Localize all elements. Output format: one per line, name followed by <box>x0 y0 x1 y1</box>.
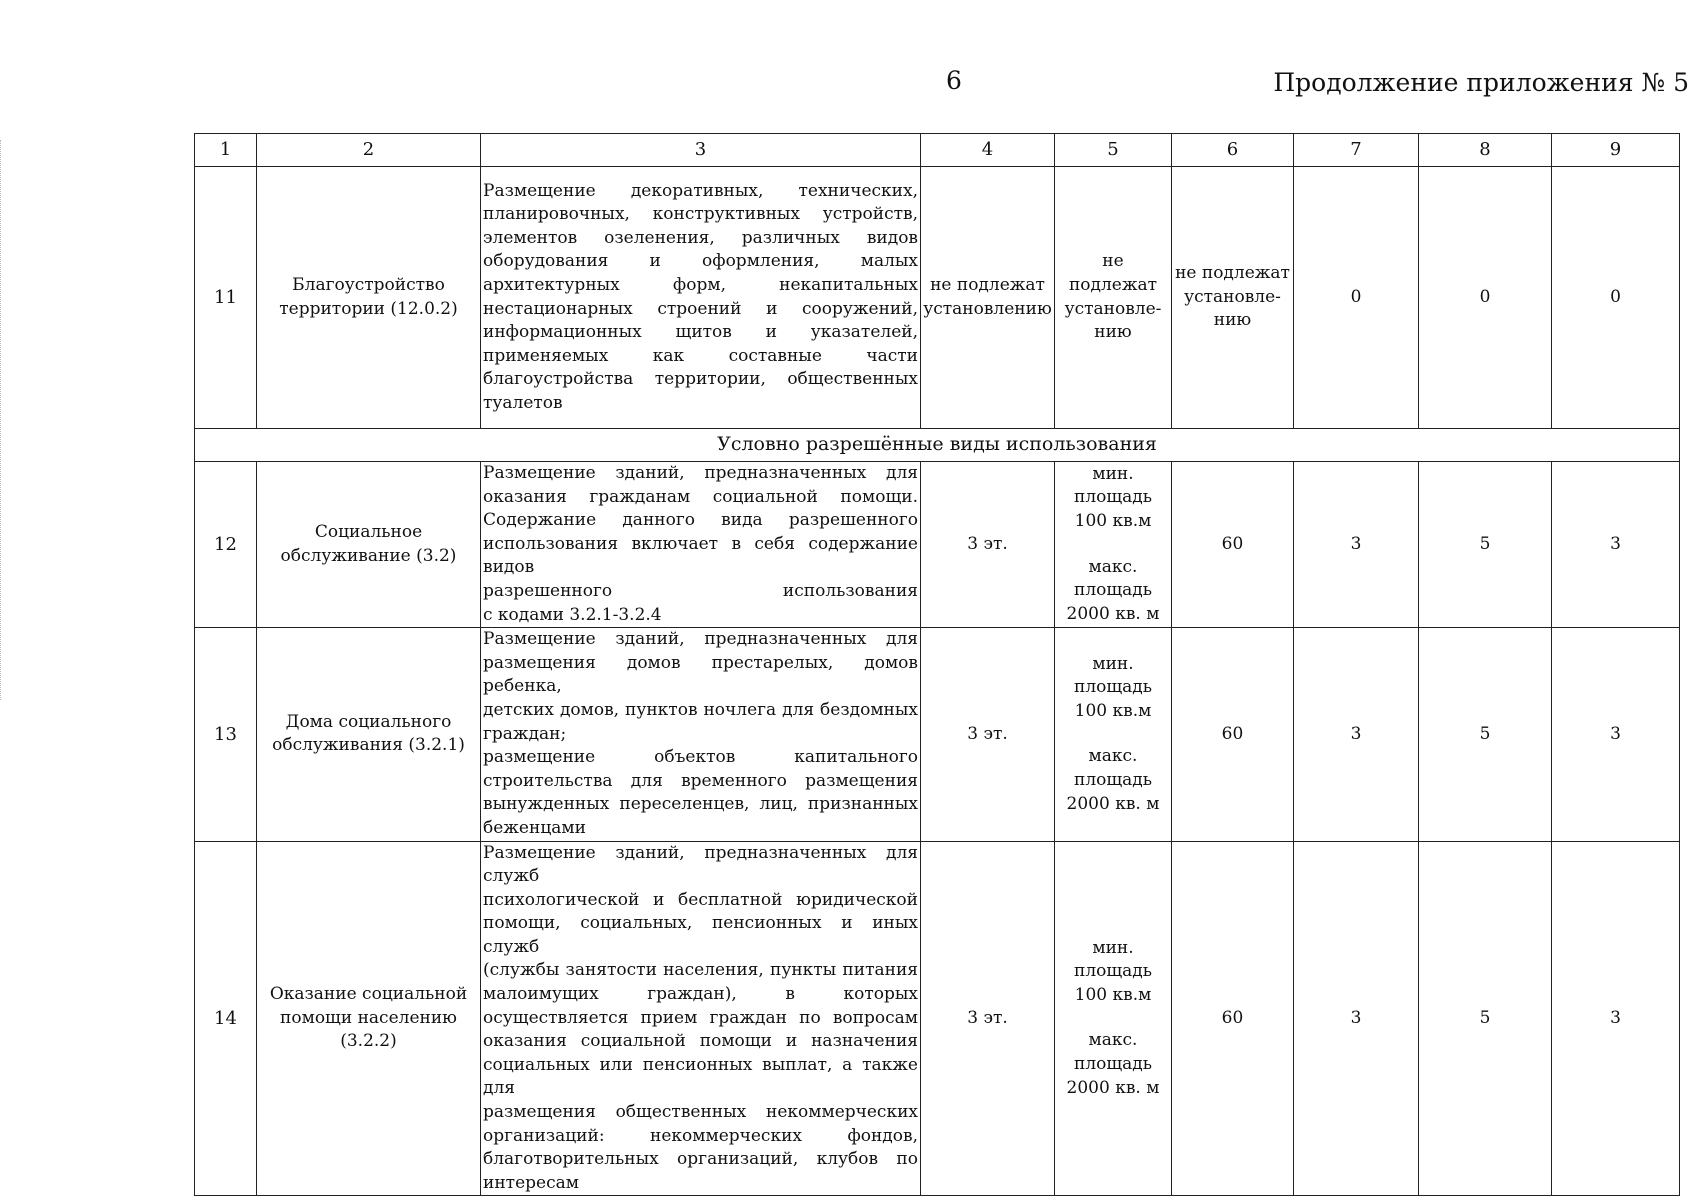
description-line: размещения домов престарелых, домов ребенка, <box>483 652 918 697</box>
setback-cell: 3 <box>1294 628 1419 841</box>
plot-area-max: макс. площадь 2000 кв. м <box>1066 746 1160 814</box>
use-type-description <box>481 628 921 841</box>
max-floors-cell: 3 эт. <box>921 462 1055 628</box>
column-header-row <box>195 134 1680 167</box>
column-header: 2 <box>257 134 481 167</box>
description-line: Размещение зданий, предназначенных для служб <box>483 842 918 887</box>
setback-cell: 3 <box>1294 841 1419 1196</box>
column-header: 4 <box>921 134 1055 167</box>
setback-cell: 0 <box>1294 167 1419 429</box>
description-line: оказания социальной помощи и назначения <box>483 1031 918 1052</box>
description-line: нестационарных строений и сооружений, <box>483 298 918 319</box>
description-line: оборудования и оформления, малых <box>483 251 918 272</box>
use-type-description <box>481 841 921 1196</box>
plot-area-cell <box>1055 628 1172 841</box>
scan-edge-marks <box>0 140 7 700</box>
max-floors-cell: 3 эт. <box>921 841 1055 1196</box>
description-line: размещения общественных некоммерческих <box>483 1102 918 1123</box>
description-line: осуществляется прием граждан по вопросам <box>483 1007 918 1028</box>
description-line: психологической и бесплатной юридической <box>483 889 918 910</box>
row-number: 14 <box>195 841 257 1196</box>
description-line: организаций: некоммерческих фондов, <box>483 1125 918 1146</box>
plot-area-cell <box>1055 841 1172 1196</box>
plot-area-min: мин. площадь 100 кв.м <box>1073 937 1153 1005</box>
description-line: детских домов, пунктов ночлега для бездомных <box>483 699 918 720</box>
description-line: с кодами 3.2.1-3.2.4 <box>483 604 662 625</box>
row-number: 11 <box>195 167 257 429</box>
description-line: благотворительных организаций, клубов по <box>483 1149 918 1170</box>
coverage-percent-cell: 60 <box>1172 462 1294 628</box>
plot-area-cell: не подлежат установле-нию <box>1055 167 1172 429</box>
setback-cell: 5 <box>1419 462 1552 628</box>
description-line: планировочных, конструктивных устройств, <box>483 204 918 225</box>
land-use-table <box>194 133 1680 1196</box>
description-line: вынужденных переселенцев, лиц, признанных <box>483 794 918 815</box>
section-title: Условно разрешённые виды использования <box>195 429 1680 462</box>
setback-cell: 3 <box>1294 462 1419 628</box>
setback-cell: 5 <box>1419 841 1552 1196</box>
use-type-name: Благоустройство территории (12.0.2) <box>257 167 481 429</box>
setback-cell: 3 <box>1552 628 1680 841</box>
plot-area-max: макс. площадь 2000 кв. м <box>1066 556 1160 624</box>
description-line: Размещение зданий, предназначенных для <box>483 463 918 483</box>
description-line: Содержание данного вида разрешенного <box>483 510 918 531</box>
setback-cell: 3 <box>1552 841 1680 1196</box>
column-header: 8 <box>1419 134 1552 167</box>
column-header: 1 <box>195 134 257 167</box>
column-header: 6 <box>1172 134 1294 167</box>
description-line: элементов озеленения, различных видов <box>483 227 918 248</box>
use-type-description <box>481 462 921 628</box>
description-line: беженцами <box>483 817 586 838</box>
column-header: 5 <box>1055 134 1172 167</box>
description-line: размещение объектов капитального <box>483 747 918 768</box>
plot-area-min: мин. площадь 100 кв.м <box>1073 463 1153 531</box>
table-row <box>195 628 1680 841</box>
page-number: 6 <box>946 66 962 95</box>
coverage-percent-cell: не подлежат установле-нию <box>1172 167 1294 429</box>
plot-area-min: мин. площадь 100 кв.м <box>1073 653 1153 721</box>
column-header: 7 <box>1294 134 1419 167</box>
description-line: оказания гражданам социальной помощи. <box>483 486 918 507</box>
column-header: 3 <box>481 134 921 167</box>
description-line: применяемых как составные части <box>483 345 918 366</box>
use-type-description <box>481 167 921 429</box>
description-line: социальных или пенсионных выплат, а также для <box>483 1054 918 1099</box>
description-line: благоустройства территории, общественных <box>483 369 918 390</box>
coverage-percent-cell: 60 <box>1172 841 1294 1196</box>
description-line: Размещение декоративных, технических, <box>483 180 918 201</box>
appendix-continuation-title: Продолжение приложения № 5 <box>1273 68 1689 97</box>
description-line: помощи, социальных, пенсионных и иных служб <box>483 913 918 957</box>
plot-area-cell <box>1055 462 1172 628</box>
use-type-name: Дома социального обслуживания (3.2.1) <box>257 628 481 841</box>
description-line: архитектурных форм, некапитальных <box>483 274 918 295</box>
description-line: (службы занятости населения, пункты питания <box>483 960 918 981</box>
setback-cell: 3 <box>1552 462 1680 628</box>
setback-cell: 0 <box>1552 167 1680 429</box>
description-line: Размещение зданий, предназначенных для <box>483 629 918 650</box>
description-line: интересам <box>483 1172 579 1193</box>
use-type-name: Социальное обслуживание (3.2) <box>257 462 481 628</box>
section-row <box>195 429 1680 462</box>
use-type-name: Оказание социальной помощи населению (3.2.2) <box>257 841 481 1196</box>
description-line: малоимущих граждан), в которых <box>483 984 918 1005</box>
row-number: 12 <box>195 462 257 628</box>
description-line: граждан; <box>483 723 567 744</box>
setback-cell: 0 <box>1419 167 1552 429</box>
description-line: разрешенного использования <box>483 580 918 601</box>
table-row <box>195 167 1680 429</box>
setback-cell: 5 <box>1419 628 1552 841</box>
description-line: туалетов <box>483 392 563 413</box>
description-line: строительства для временного размещения <box>483 770 918 791</box>
plot-area-max: макс. площадь 2000 кв. м <box>1066 1030 1160 1098</box>
row-number: 13 <box>195 628 257 841</box>
column-header: 9 <box>1552 134 1680 167</box>
table-row <box>195 462 1680 628</box>
table-row <box>195 841 1680 1196</box>
coverage-percent-cell: 60 <box>1172 628 1294 841</box>
description-line: использования включает в себя содержание видов <box>483 533 918 578</box>
max-floors-cell: 3 эт. <box>921 628 1055 841</box>
description-line: информационных щитов и указателей, <box>483 322 918 343</box>
max-floors-cell: не подлежат установлению <box>921 167 1055 429</box>
